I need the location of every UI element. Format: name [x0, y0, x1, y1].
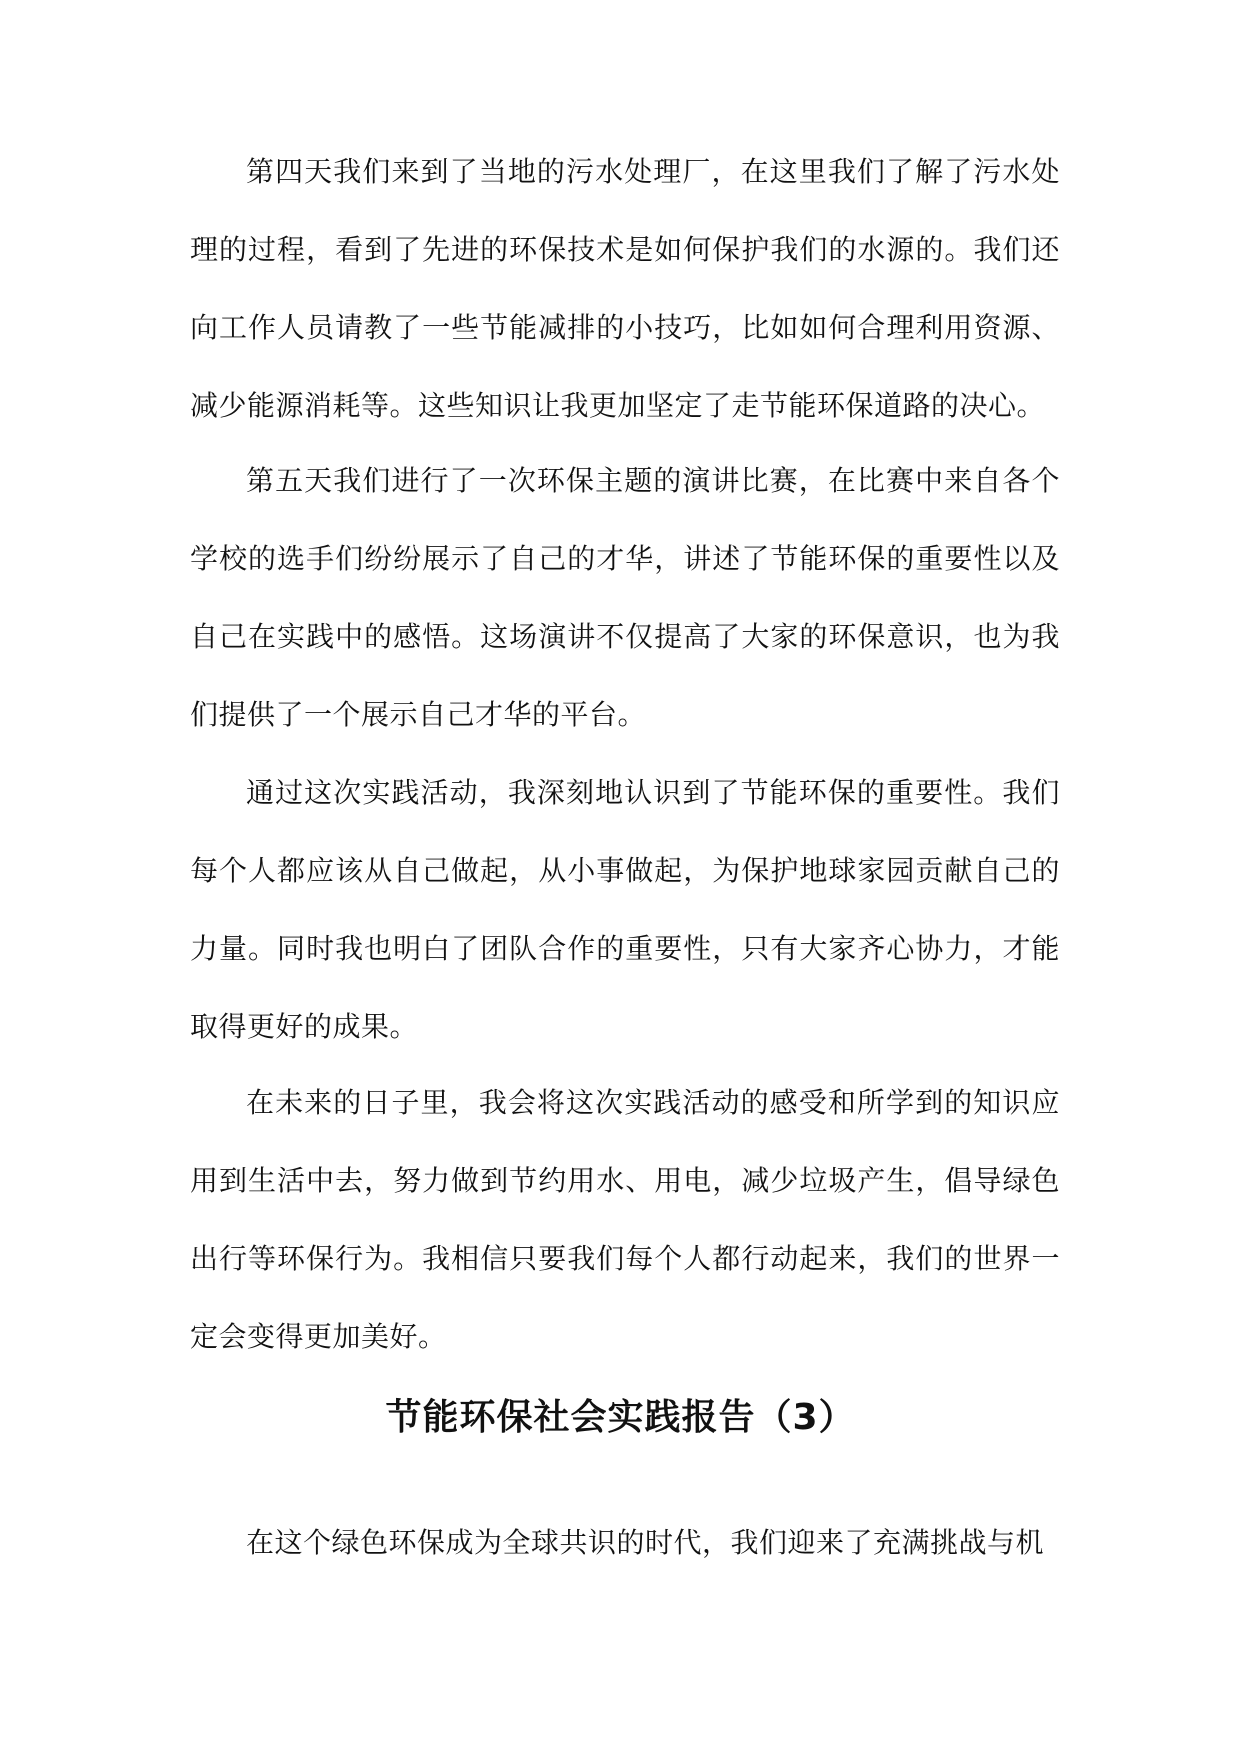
paragraph-section-intro: 在这个绿色环保成为全球共识的时代，我们迎来了充满挑战与机: [246, 1526, 1045, 1559]
paragraph-reflection: 通过这次实践活动，我深刻地认识到了节能环保的重要性。我们每个人都应该从自己做起，从小事做起，为保护地球家园贡献自己的力量。同时我也明白了团队合作的重要性，只有大家齐心协力，才能取得更好的成果。: [190, 776, 1060, 1043]
paragraph-sewage-plant: 第四天我们来到了当地的污水处理厂，在这里我们了解了污水处理的过程，看到了先进的环保技术是如何保护我们的水源的。我们还向工作人员请教了一些节能减排的小技巧，比如如何合理利用资源、减少能源消耗等。这些知识让我更加坚定了走节能环保道路的决心。: [190, 155, 1060, 422]
section-title: 节能环保社会实践报告（3）: [385, 1397, 856, 1438]
paragraph-future: 在未来的日子里，我会将这次实践活动的感受和所学到的知识应用到生活中去，努力做到节约用水、用电，减少垃圾产生，倡导绿色出行等环保行为。我相信只要我们每个人都行动起来，我们的世界一定会变得更加美好。: [190, 1086, 1060, 1353]
paragraph-speech-contest: 第五天我们进行了一次环保主题的演讲比赛，在比赛中来自各个学校的选手们纷纷展示了自己的才华，讲述了节能环保的重要性以及自己在实践中的感悟。这场演讲不仅提高了大家的环保意识，也为我们提供了一个展示自己才华的平台。: [190, 464, 1060, 731]
